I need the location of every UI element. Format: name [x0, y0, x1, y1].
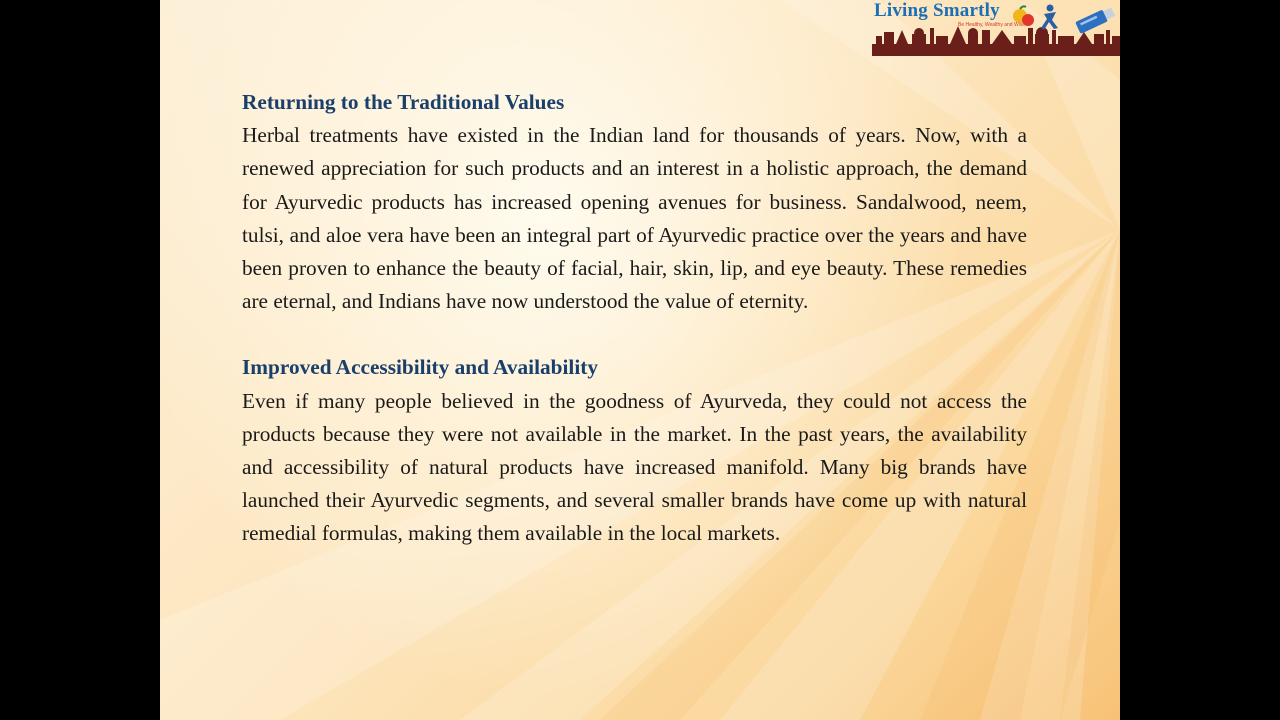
- section-heading: Returning to the Traditional Values: [242, 90, 565, 114]
- section-traditional-values: [242, 86, 1027, 318]
- section-heading: Improved Accessibility and Availability: [242, 355, 598, 380]
- section-body: Even if many people believed in the goodness of Ayurveda, they could not access the products because they were not available in the market. In the past years, the availability and accessibility of natural products have increased manifold. Many big brands have launched their Ayurvedic segments, and several smaller brands have come up with natural remedial formulas, making them available in the local markets.: [242, 388, 1027, 546]
- brand-logo: [872, 0, 1120, 56]
- section-accessibility: [242, 351, 1027, 550]
- person-icon: [1041, 5, 1058, 31]
- slide: [160, 0, 1120, 720]
- logo-tagline: Be Healthy, Wealthy and Wise: [958, 22, 1026, 28]
- section-body: Herbal treatments have existed in the Indian land for thousands of years. Now, with a renewed appreciation for such products and an interest in a holistic approach, the demand for Ayurvedic products has increased opening avenues for business. Sandalwood, neem, tulsi, and aloe vera have been an integral part of Ayurvedic practice over the years and have been proven to enhance the beauty of facial, hair, skin, lip, and eye beauty. These remedies are eternal, and Indians have now understood the value of eternity.: [242, 123, 1027, 314]
- logo-title: Living Smartly: [874, 0, 1000, 21]
- usb-drive-icon: [1075, 6, 1116, 34]
- slide-content: [242, 86, 1027, 551]
